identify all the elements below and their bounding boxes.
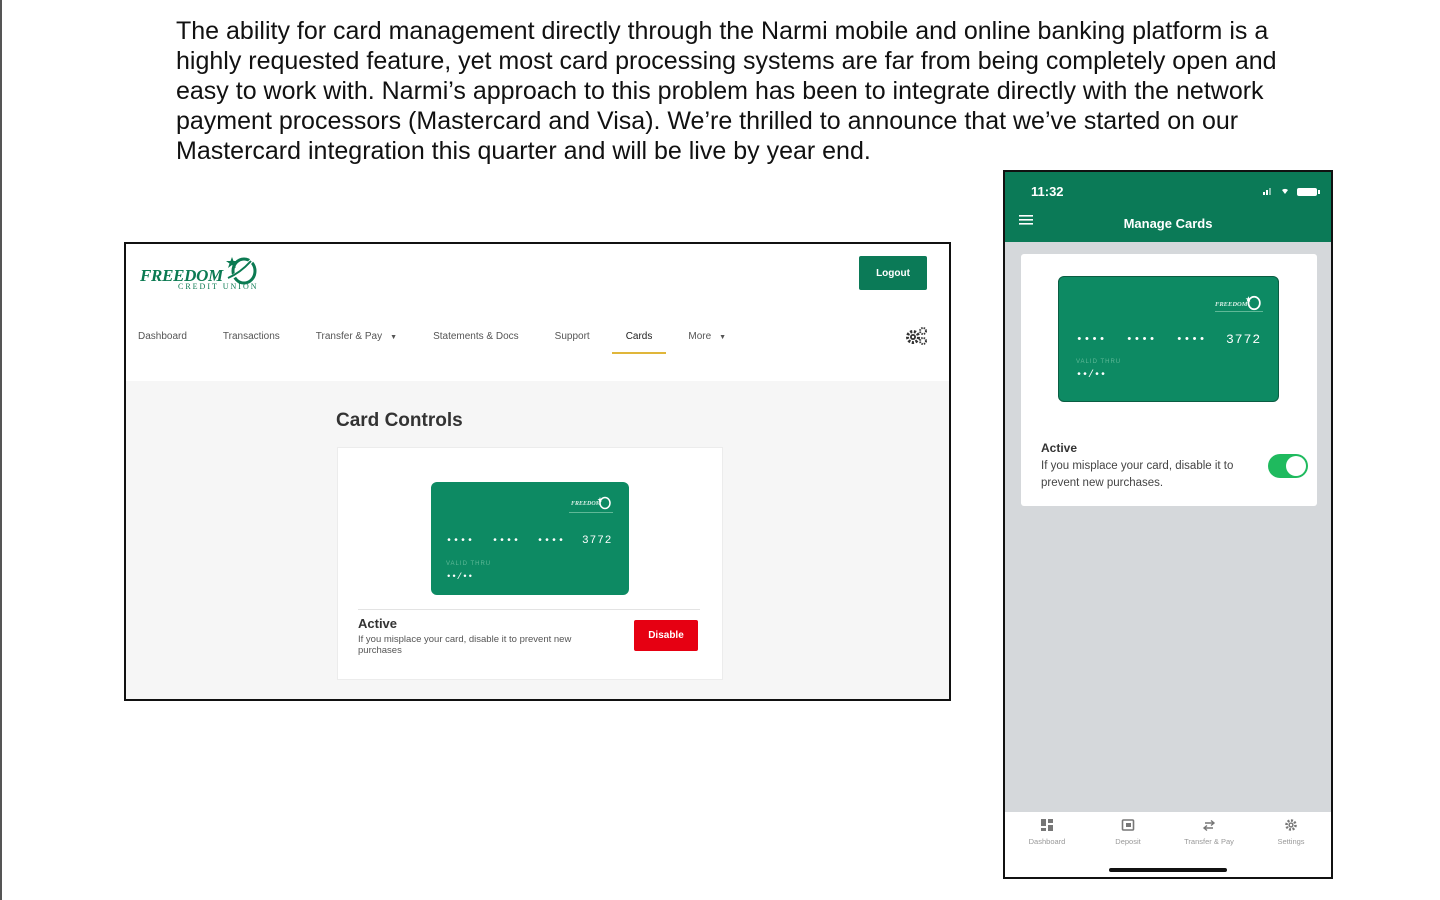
transfer-icon [1202, 818, 1216, 832]
mobile-header [1005, 172, 1331, 242]
nav-more-label: More [688, 330, 712, 342]
status-time: 11:32 [1031, 184, 1064, 199]
tab-deposit-label: Deposit [1115, 837, 1141, 846]
active-description: If you misplace your card, disable it to prevent new purchases [358, 634, 572, 656]
card-panel [337, 447, 723, 680]
card-masked-group: •••• [537, 536, 566, 547]
active-title: Active [358, 616, 398, 631]
home-indicator [1109, 868, 1227, 872]
card-logo-underline [1215, 311, 1263, 312]
card-last4: 3772 [582, 535, 613, 547]
page-left-border [0, 0, 2, 900]
card-last4: 3772 [1226, 332, 1262, 347]
credit-card [1058, 276, 1279, 402]
dashboard-icon [1040, 818, 1054, 832]
nav-support[interactable] [555, 325, 590, 348]
logo-name: FREEDOM [140, 266, 223, 285]
divider [358, 609, 700, 610]
card-logo: FREEDOM [1215, 301, 1248, 308]
card-masked-group: •••• [1176, 334, 1207, 346]
nav-dashboard-label: Dashboard [138, 330, 187, 342]
nav-transfer-pay-label: Transfer & Pay [315, 330, 383, 342]
card-valid-label: VALID THRU [446, 561, 492, 567]
tab-transfer-pay-label: Transfer & Pay [1184, 837, 1234, 846]
caret-down-icon: ▼ [390, 333, 398, 341]
card-masked-group: •••• [492, 536, 521, 547]
nav-transactions[interactable] [223, 325, 280, 348]
tab-dashboard-label: Dashboard [1028, 837, 1066, 846]
tab-settings[interactable] [1251, 818, 1331, 846]
nav-transactions-label: Transactions [222, 330, 280, 342]
card-expiry: ••/•• [446, 572, 474, 582]
deposit-icon [1121, 818, 1135, 832]
tab-dashboard[interactable] [1007, 818, 1087, 846]
nav-cards-label: Cards [625, 330, 653, 342]
active-toggle[interactable] [1268, 454, 1308, 478]
nav-statements-docs-label: Statements & Docs [433, 330, 519, 342]
caret-down-icon: ▼ [719, 333, 727, 341]
page-title: Card Controls [336, 410, 463, 431]
settings-icon [1284, 818, 1298, 832]
tab-settings-label: Settings [1277, 837, 1305, 846]
intro-paragraph: The ability for card management directly through the Narmi mobile and online banking platform is a highly requested feature, yet most card processing systems are far from being completely open and easy to work with. Narmi’s approach to this problem has been to integrate directly with the network payment processors (Mastercard and Visa). We’re thrilled to announce that we’ve started on our Mastercard integration this quarter and will be live by year end. [176, 17, 1277, 165]
desktop-screenshot [124, 242, 951, 701]
logout-button[interactable]: Logout [859, 256, 927, 290]
status-bar-icons [1261, 185, 1321, 197]
card-masked-group: •••• [446, 536, 475, 547]
card-logo: FREEDOM [571, 501, 602, 507]
star-swoosh-icon [222, 254, 258, 286]
mobile-card-panel [1021, 254, 1317, 506]
nav-dashboard[interactable] [138, 325, 187, 348]
nav-statements-docs[interactable] [433, 325, 519, 348]
mobile-screenshot [1003, 170, 1333, 879]
card-logo-swoosh-icon [1245, 295, 1261, 311]
screen-title: Manage Cards [1123, 216, 1213, 231]
desktop-header [126, 244, 949, 381]
settings-gears-icon[interactable] [904, 326, 928, 346]
nav-transfer-pay[interactable] [316, 325, 397, 348]
active-description: If you misplace your card, disable it to prevent new purchases. [1041, 460, 1234, 489]
active-title: Active [1041, 441, 1078, 455]
logo-subtitle: CREDIT UNION [178, 282, 259, 291]
tab-deposit[interactable] [1088, 818, 1168, 846]
toggle-knob [1286, 456, 1306, 476]
nav-more[interactable] [688, 325, 726, 348]
card-expiry: ••/•• [1076, 370, 1107, 381]
card-logo-swoosh-icon [597, 496, 611, 510]
nav-support-label: Support [554, 330, 590, 342]
credit-card [431, 482, 629, 595]
freedom-logo[interactable] [140, 254, 270, 294]
card-valid-label: VALID THRU [1076, 359, 1122, 365]
card-masked-group: •••• [1076, 334, 1107, 346]
disable-button[interactable]: Disable [634, 620, 698, 651]
main-nav [138, 322, 762, 350]
nav-cards[interactable] [626, 325, 653, 348]
tab-transfer-pay[interactable] [1169, 818, 1249, 846]
card-masked-group: •••• [1126, 334, 1157, 346]
card-logo-underline [569, 512, 613, 513]
